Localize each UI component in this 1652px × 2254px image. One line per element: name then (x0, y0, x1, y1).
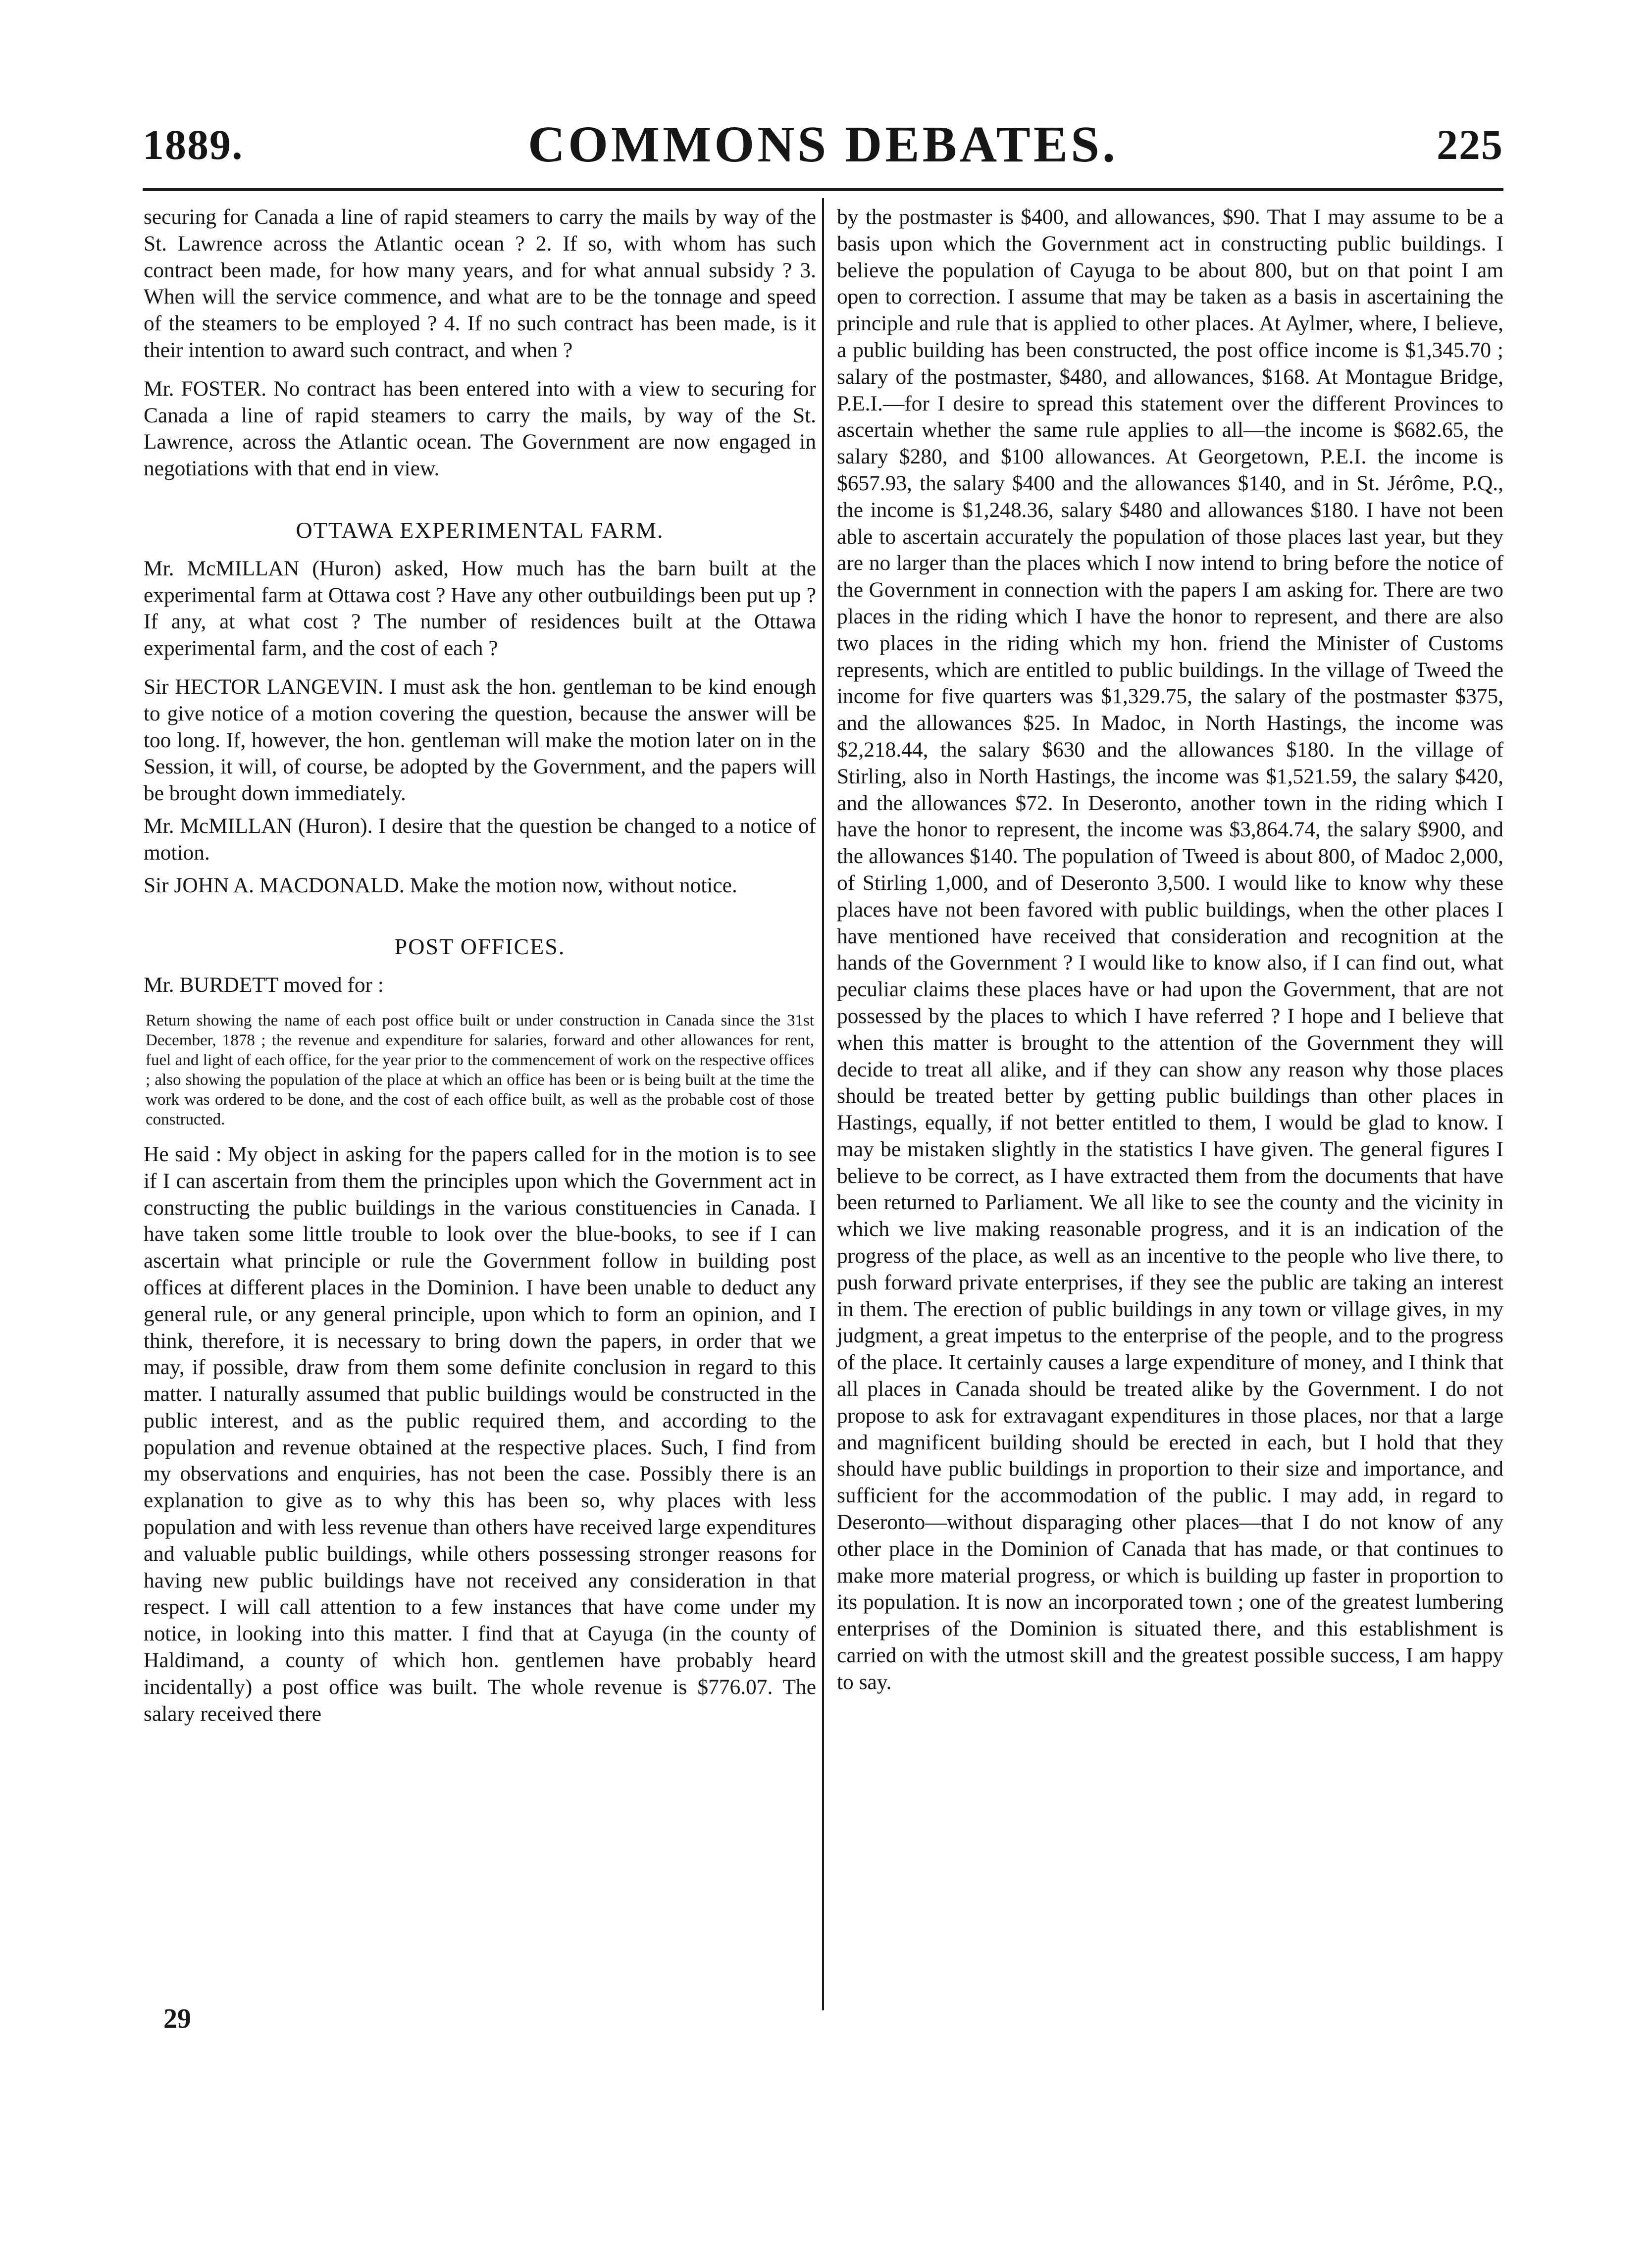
paragraph-mcmillan-question: Mr. McMILLAN (Huron) asked, How much has the barn built at the experimental farm at Ottawa cost ? Have any other outbuildings been put up ? If any, at what cost ? The number of residences built at the Ottawa experimental farm, and the cost of each ? (144, 556, 816, 661)
header-rule (143, 188, 1503, 191)
year: 1889. (143, 121, 244, 168)
paragraph-burdett-speech-continued: by the postmaster is $400, and allowances, $90. That I may assume to be a basis upon which the Government act in constructing public buildings. I believe the population of Cayuga to be about 800, but on that point I am open to correction. I assume that may be taken as a basis in ascertaining the principle and rule that is applied to other places. At Aylmer, where, I believe, a public building has been constructed, the post office income is $1,345.70 ; salary of the postmaster, $480, and allowances, $168. At Montague Bridge, P.E.I.—for I desire to spread this statement over the different Provinces to ascertain whether the same rule applies to all—the income is $682.65, the salary $280, and $100 allowances. At Georgetown, P.E.I. the income is $657.93, the salary $400 and the allowances $140, and in St. Jérôme, P.Q., the income is $1,248.36, salary $480 and allowances $180. I have not been able to ascertain accurately the population of those places last year, but they are no larger than the places which I now intend to bring before the notice of the Government in connection with the papers I am asking for. There are two places in the riding which I have the honor to represent, and there are also two places in the riding which my hon. friend the Minister of Customs represents, which are entitled to public buildings. In the village of Tweed the income for five quarters was $1,329.75, the salary of the postmaster $375, and the allowances $25. In Madoc, in North Hastings, the income was $2,218.44, the salary $630 and the allowances $180. In the village of Stirling, also in North Hastings, the income was $1,521.59, the salary $420, and the allowances $72. In Deseronto, another town in the riding which I have the honor to represent, the income was $3,864.74, the salary $900, and the allowances $140. The population of Tweed is about 800, of Madoc 2,000, of Stirling 1,000, and of Deseronto 3,500. I would like to know why these places have not been favored with public buildings, when the other places I have mentioned have received that consideration and recognition at the hands of the Government ? I would like to know also, if I can find out, what peculiar claims these places have or had upon the Government, that are not possessed by the places to which I have referred ? I hope and I believe that when this matter is brought to the attention of the Government they will decide to treat all alike, and if they can show any reason why those places should be treated better by getting public buildings than other places in Hastings, equally, if not better entitled to them, I would be glad to know. I may be mistaken slightly in the statistics I have given. The general figures I believe to be correct, as I have extracted them from the documents that have been returned to Parliament. We all like to see the county and the vicinity in which we live making reasonable progress, and it is an indication of the progress of the place, as well as an incentive to the people who live there, to push forward private enterprises, if they see the public are taking an interest in them. The erection of public buildings in any town or village gives, in my judgment, a great impetus to the enterprise of the people, and to the progress of the place. It certainly causes a large expenditure of money, and I think that all places in Canada should be treated alike by the Government. I do not propose to ask for extravagant expenditures in those places, nor that a large and magnificent building should be erected in each, but I hold that they should have public buildings in proportion to their size and importance, and sufficient for the accommodation of the public. I may add, in regard to Deseronto—without disparaging other places—that I do not know of any other place in the Dominion of Canada that has made, or that continues to make more material progress, or which is building up faster in proportion to its population. It is now an incorporated town ; one of the greatest lumbering enterprises of the Dominion is situated there, and this establishment is carried on with the utmost skill and the greatest possible success, I am happy to say. (837, 205, 1503, 1694)
signature-mark: 29 (163, 2003, 191, 2034)
column-divider (822, 198, 824, 2010)
paragraph-macdonald: Sir JOHN A. MACDONALD. Make the motion now, without notice. (144, 873, 737, 897)
paragraph-langevin-reply: Sir HECTOR LANGEVIN. I must ask the hon. gentleman to be kind enough to give notice of a motion covering the question, because the answer will be too long. If, however, the hon. gentleman will make the motion later on in the Session, it will, of course, be adopted by the Government, and the papers will be brought down immediately. (144, 674, 816, 806)
left-column (144, 204, 816, 1727)
section-heading-post-offices: POST OFFICES. (394, 934, 566, 960)
page-number: 225 (1437, 121, 1503, 168)
paragraph-burdett-moved: Mr. BURDETT moved for : (144, 973, 384, 997)
journal-title: COMMONS DEBATES. (528, 116, 1118, 173)
paragraph-burdett-speech: He said : My object in asking for the papers called for in the motion is to see if I can ascertain from them the principles upon which the Government act in constructing the public buildings in the various constituencies in Canada. I have taken some little trouble to look over the blue-books, to see if I can ascertain what principle or rule the Government follow in building post offices at different places in the Dominion. I have been unable to deduct any general rule, or any general principle, upon which to form an opinion, and I think, therefore, it is necessary to bring down the papers, in order that we may, if possible, draw from them some definite conclusion in regard to this matter. I naturally assumed that public buildings would be constructed in the public interest, and as the public required them, and according to the population and revenue obtained at the respective places. Such, I find from my observations and enquiries, has not been the case. Possibly there is an explanation to give as to why this has been so, why places with less population and with less revenue than others have received large expenditures and valuable public buildings, while others possessing stronger reasons for having new public buildings have not received any consideration in that respect. I will call attention to a few instances that have come under my notice, in looking into this matter. I find that at Cayuga (in the county of Haldimand, a county of which hon. gentlemen have probably heard incidentally) a post office was built. The whole revenue is $776.07. The salary received there (144, 1142, 816, 1726)
page-header (143, 110, 1503, 184)
paragraph-foster-reply: Mr. FOSTER. No contract has been entered into with a view to securing for Canada a line of rapid steamers to carry the mails, by way of the St. Lawrence, across the Atlantic ocean. The Government are now engaged in negotiations with that end in view. (144, 376, 816, 481)
right-column (837, 204, 1503, 1696)
paragraph-question-continued: securing for Canada a line of rapid steamers to carry the mails by way of the St. Lawrence across the Atlantic ocean ? 2. If so, with whom has such contract been made, for how many years, and for what annual subsidy ? 3. When will the service commence, and what are to be the tonnage and speed of the steamers to be employed ? 4. If no such contract has been made, is it their intention to award such contract, and when ? (144, 205, 816, 362)
paragraph-mcmillan-notice: Mr. McMILLAN (Huron). I desire that the question be changed to a notice of motion. (144, 814, 816, 865)
section-heading-experimental-farm: OTTAWA EXPERIMENTAL FARM. (296, 517, 664, 543)
motion-text: Return showing the name of each post office built or under construction in Canada since the 31st December, 1878 ; the revenue and expenditure for salaries, forward and other allowances for rent, fuel and light of each office, for the year prior to the commencement of work on the respective offices ; also showing the population of the place at which an office has been or is being built at the time the work was ordered to be done, and the cost of each office built, as well as the probable cost of those constructed. (146, 1011, 814, 1128)
